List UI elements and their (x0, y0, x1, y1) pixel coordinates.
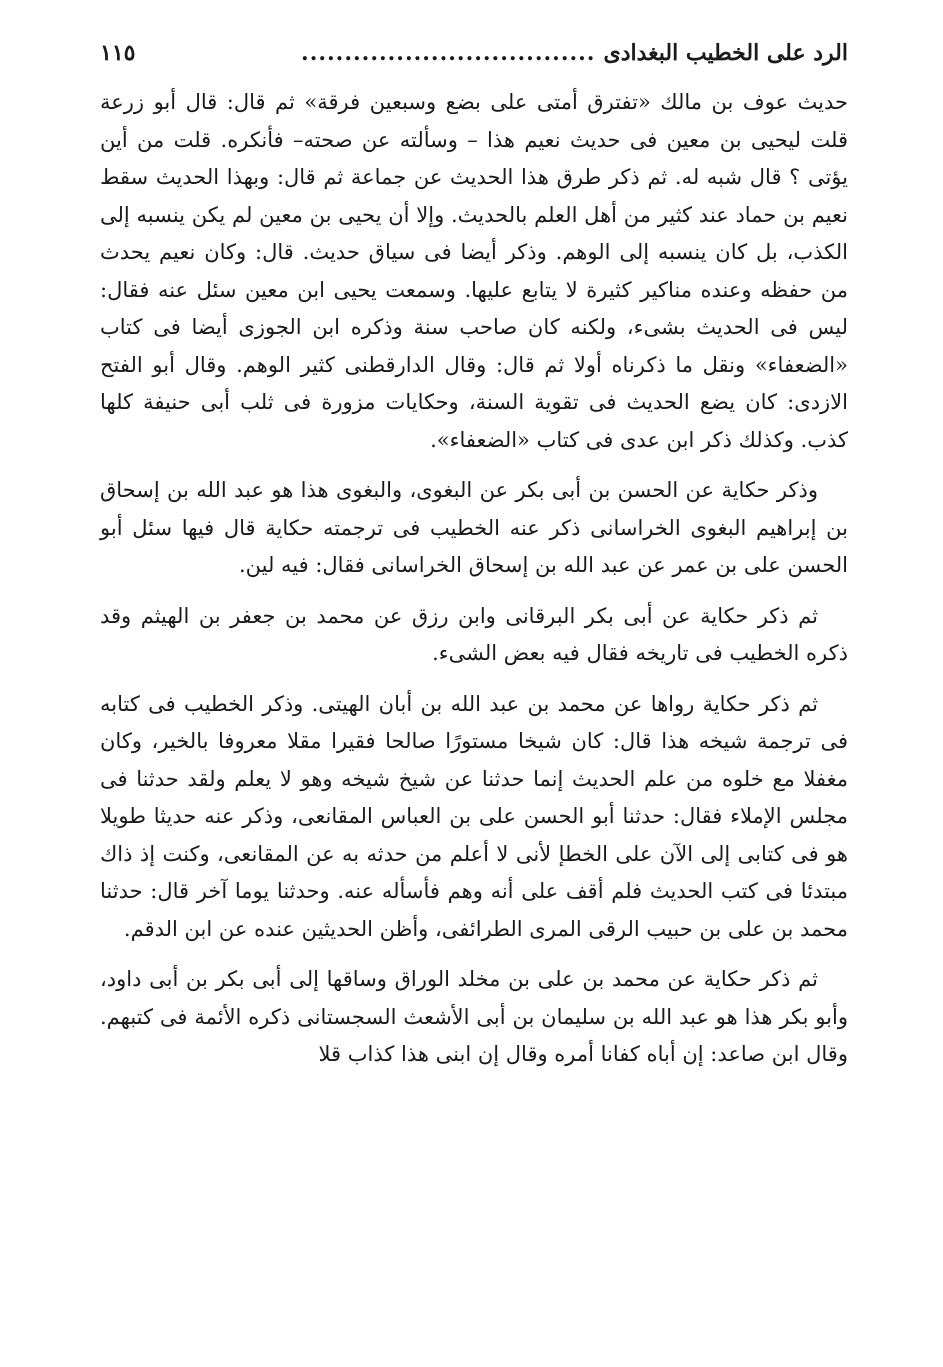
paragraph-3: ثم ذكر حكاية عن أبى بكر البرقانى وابن رزق عن محمد بن جعفر بن الهيثم وقد ذكره الخطيب فى تاريخه فقال فيه بعض الشىء. (100, 603, 848, 665)
body-text (100, 84, 848, 1074)
page-number: ١١٥ (100, 40, 136, 66)
paragraph-4: ثم ذكر حكاية رواها عن محمد بن عبد الله بن أبان الهيتى. وذكر الخطيب فى كتابه فى ترجمة شيخه هذا قال: كان شيخا مستورًا صالحا فقيرا مقلا معروفا بالخير، وكان مغفلا مع خلوه من علم الحديث إنما حدثنا عن شيخ شيخه وهو لا يعلم ولقد حدثنا فى مجلس الإملاء فقال: حدثنا أبو الحسن على بن العباس المقانعى، وذكر عنه حديثا طويلا هو فى كتابى إلى الآن على الخطإ لأنى لا أعلم من حدثه به عن المقانعى، وكنت إذ ذاك مبتدئا فى كتب الحديث فلم أقف على أنه وهم فأسأله عنه. وحدثنا يوما آخر قال: حدثنا محمد بن على بن حبيب الرقى المرى الطرائفى، وأظن الحديثين عنده عن ابن الدقم. (100, 691, 848, 941)
document-page (100, 40, 848, 1074)
running-header (100, 40, 848, 84)
paragraph-1: حديث عوف بن مالك «تفترق أمتى على بضع وسبعين فرقة» ثم قال: قال أبو زرعة قلت ليحيى بن معين فى حديث نعيم هذا – وسألته عن صحته– فأنكره. قلت من أين يؤتى ؟ قال شبه له. ثم ذكر طرق هذا الحديث عن جماعة ثم قال: وبهذا الحديث سقط نعيم بن حماد عند كثير من أهل العلم بالحديث. وإلا أن يحيى بن معين لم يكن ينسبه إلى الكذب، بل كان ينسبه إلى الوهم. وذكر أيضا فى سياق حديث. قال: وكان نعيم يحدث من حفظه وعنده مناكير كثيرة لا يتابع عليها. وسمعت يحيى ابن معين سئل عنه فقال: ليس فى الحديث بشىء، ولكنه كان صاحب سنة وذكره ابن الجوزى أيضا فى كتاب «الضعفاء» ونقل ما ذكرناه أولا ثم قال: وقال الدارقطنى كثير الوهم. وقال أبو الفتح الازدى: كان يضع الحديث فى تقوية السنة، وحكايات مزورة فى ثلب أبى حنيفة كلها كذب. وكذلك ذكر ابن عدى فى كتاب «الضعفاء». (100, 90, 848, 452)
header-dot-leader: .................................. (301, 40, 596, 66)
header-title: الرد على الخطيب البغدادى (603, 40, 848, 66)
paragraph-5: ثم ذكر حكاية عن محمد بن على بن مخلد الوراق وساقها إلى أبى بكر بن أبى داود، وأبو بكر هذا هو عبد الله بن سليمان بن أبى الأشعث السجستانى ذكره الأئمة فى كتبهم. وقال ابن صاعد: إن أباه كفانا أمره وقال إن ابنى هذا كذاب قلا (100, 967, 848, 1066)
paragraph-2: وذكر حكاية عن الحسن بن أبى بكر عن البغوى، والبغوى هذا هو عبد الله بن إسحاق بن إبراهيم البغوى الخراسانى ذكر عنه الخطيب فى ترجمته حكاية قال فيها سئل أبو الحسن على بن عمر عن عبد الله بن إسحاق الخراسانى فقال: فيه لين. (100, 478, 848, 577)
